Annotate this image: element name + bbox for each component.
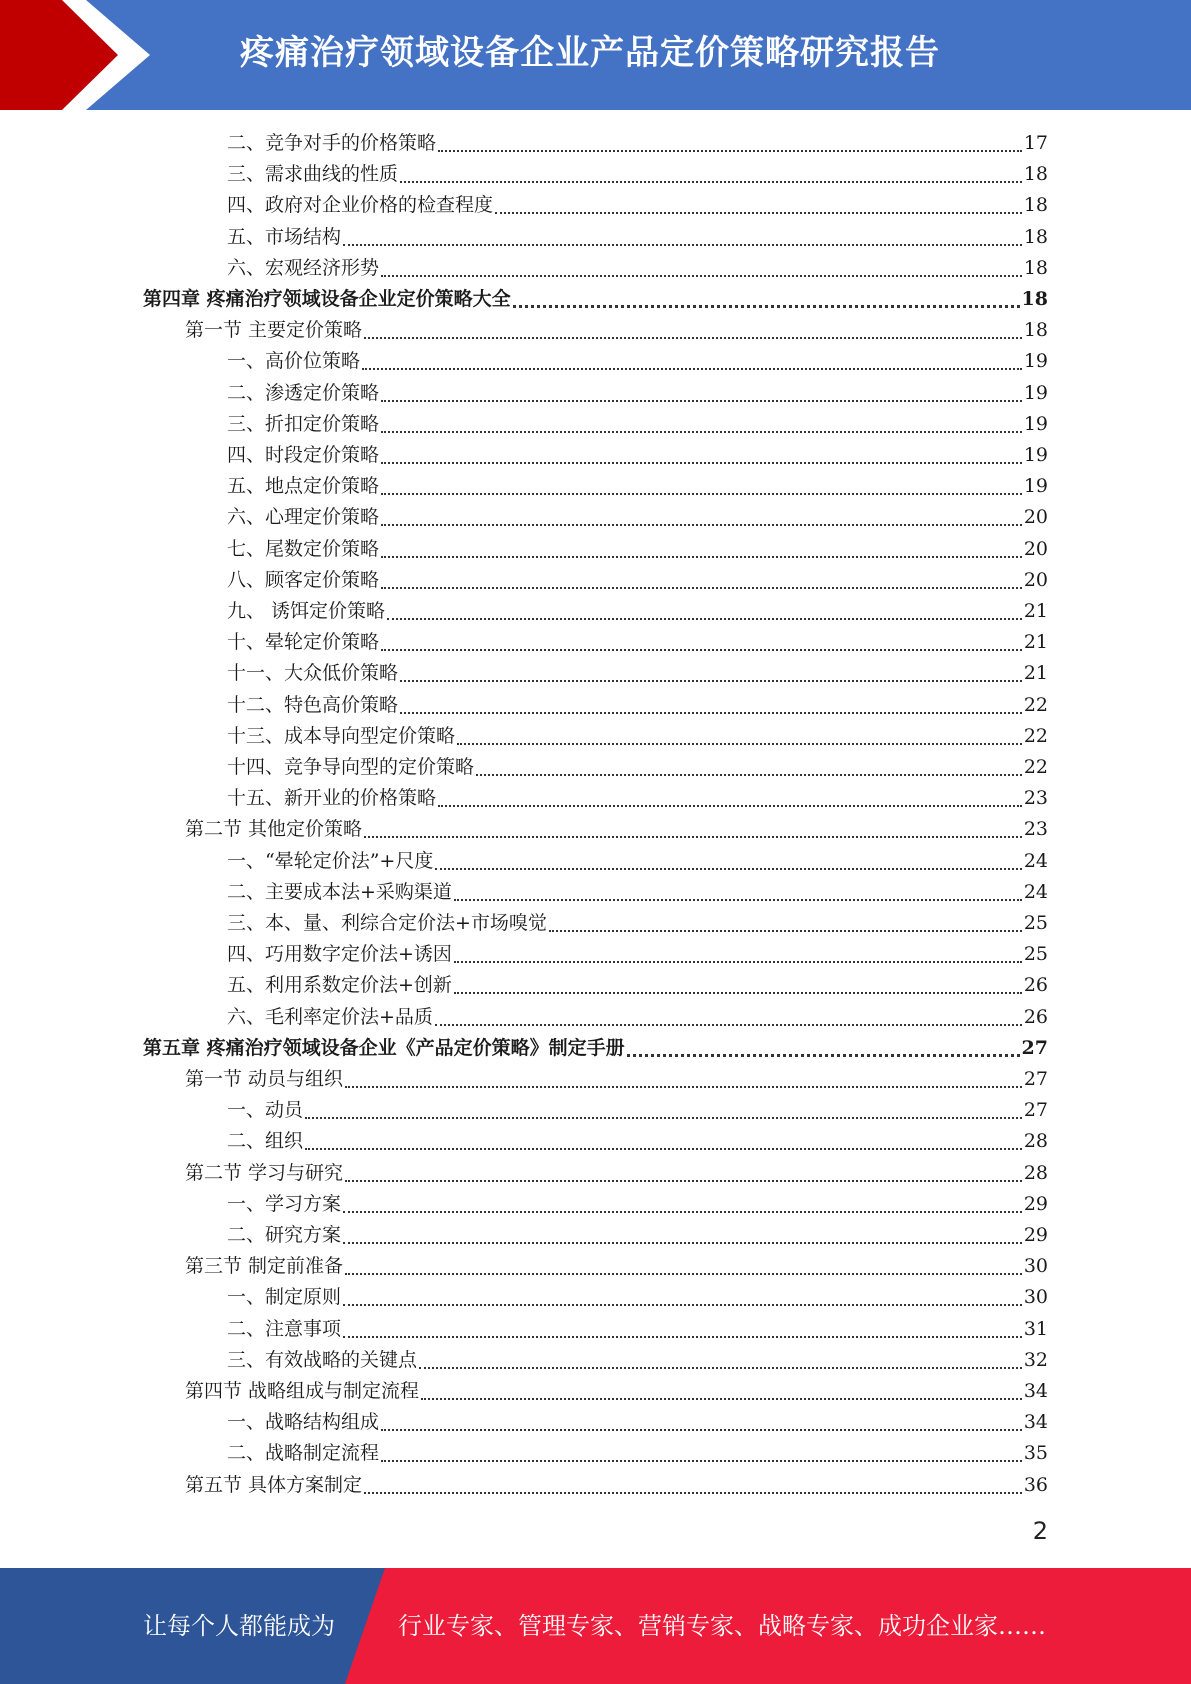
toc-entry-label: 一、学习方案: [227, 1192, 342, 1215]
toc-item-entry[interactable]: [227, 1220, 1048, 1251]
toc-entry-label: 第一节 主要定价策略: [185, 319, 363, 342]
toc-entry-page: 19: [1023, 412, 1048, 435]
toc-entry-page: 23: [1023, 818, 1048, 841]
toc-dot-leader: [343, 244, 1022, 246]
toc-item-entry[interactable]: [227, 970, 1048, 1001]
toc-item-entry[interactable]: [227, 690, 1048, 721]
toc-entry-page: 28: [1023, 1130, 1048, 1153]
toc-entry-label: 二、渗透定价策略: [227, 381, 380, 404]
toc-entry-page: 35: [1023, 1442, 1048, 1465]
toc-entry-page: 19: [1023, 381, 1048, 404]
toc-entry-page: 17: [1023, 132, 1048, 154]
toc-dot-leader: [381, 1429, 1022, 1431]
toc-entry-page: 20: [1023, 506, 1048, 529]
toc-item-entry[interactable]: [227, 1189, 1048, 1220]
toc-entry-page: 21: [1023, 631, 1048, 654]
toc-entry-page: 21: [1023, 662, 1048, 685]
toc-entry-page: 30: [1023, 1286, 1048, 1309]
toc-entry-page: 34: [1023, 1411, 1048, 1434]
toc-entry-page: 27: [1023, 1099, 1048, 1122]
toc-dot-leader: [435, 1024, 1022, 1026]
toc-item-entry[interactable]: [227, 1002, 1048, 1033]
toc-dot-leader: [400, 680, 1022, 682]
toc-entry-page: 19: [1023, 350, 1048, 373]
toc-dot-leader: [438, 150, 1022, 152]
toc-item-entry[interactable]: [227, 658, 1048, 689]
toc-item-entry[interactable]: [227, 409, 1048, 440]
header-arrow-decoration: [0, 0, 170, 110]
toc-item-entry[interactable]: [227, 752, 1048, 783]
toc-entry-label: 七、尾数定价策略: [227, 537, 380, 560]
toc-section-entry[interactable]: [185, 814, 1048, 845]
toc-dot-leader: [343, 1211, 1022, 1213]
toc-dot-leader: [381, 587, 1022, 589]
toc-entry-page: 34: [1023, 1380, 1048, 1402]
toc-dot-leader: [305, 1148, 1022, 1150]
toc-dot-leader: [400, 712, 1022, 714]
toc-entry-label: 第五节 具体方案制定: [185, 1473, 363, 1496]
toc-entry-label: 三、有效战略的关键点: [227, 1348, 418, 1371]
toc-entry-label: 第四章 疼痛治疗领域设备企业定价策略大全: [143, 288, 511, 310]
toc-entry-page: 19: [1023, 444, 1048, 466]
toc-dot-leader: [549, 930, 1022, 932]
toc-entry-label: 二、战略制定流程: [227, 1442, 380, 1465]
toc-dot-leader: [454, 961, 1022, 963]
toc-chapter-entry[interactable]: [143, 1033, 1048, 1064]
toc-item-entry[interactable]: [227, 502, 1048, 533]
toc-dot-leader: [362, 368, 1022, 370]
toc-entry-page: 26: [1023, 974, 1048, 997]
toc-dot-leader: [364, 337, 1022, 339]
toc-item-entry[interactable]: [227, 1438, 1048, 1469]
toc-dot-leader: [343, 1242, 1022, 1244]
toc-entry-label: 八、顾客定价策略: [227, 568, 380, 591]
toc-entry-page: 24: [1023, 880, 1048, 903]
toc-entry-label: 一、“晕轮定价法”+尺度: [227, 849, 434, 872]
toc-entry-label: 四、政府对企业价格的检查程度: [227, 194, 494, 217]
toc-item-entry[interactable]: [227, 128, 1048, 159]
toc-entry-label: 四、时段定价策略: [227, 444, 380, 466]
toc-item-entry[interactable]: [227, 939, 1048, 970]
toc-dot-leader: [495, 212, 1022, 214]
toc-entry-page: 36: [1023, 1473, 1048, 1496]
toc-dot-leader: [381, 493, 1022, 495]
toc-dot-leader: [345, 1180, 1022, 1182]
toc-item-entry[interactable]: [227, 1126, 1048, 1157]
toc-entry-label: 二、主要成本法+采购渠道: [227, 880, 452, 903]
toc-entry-label: 第二节 其他定价策略: [185, 818, 363, 841]
toc-dot-leader: [364, 836, 1022, 838]
toc-entry-page: 28: [1023, 1161, 1048, 1184]
toc-entry-label: 第一节 动员与组织: [185, 1068, 344, 1090]
toc-entry-label: 五、地点定价策略: [227, 475, 380, 498]
toc-entry-label: 三、折扣定价策略: [227, 412, 380, 435]
toc-item-entry[interactable]: [227, 846, 1048, 877]
toc-entry-label: 第五章 疼痛治疗领域设备企业《产品定价策略》制定手册: [143, 1036, 625, 1059]
toc-entry-label: 十一、大众低价策略: [227, 662, 399, 685]
toc-dot-leader: [381, 462, 1022, 464]
toc-entry-page: 26: [1023, 1005, 1048, 1028]
toc-dot-leader: [438, 805, 1022, 807]
toc-entry-label: 第四节 战略组成与制定流程: [185, 1380, 420, 1402]
toc-item-entry[interactable]: [227, 877, 1048, 908]
toc-dot-leader: [381, 275, 1022, 277]
toc-item-entry[interactable]: [227, 346, 1048, 377]
toc-entry-page: 25: [1023, 912, 1048, 934]
toc-dot-leader: [305, 1117, 1022, 1119]
toc-entry-label: 二、竞争对手的价格策略: [227, 132, 437, 154]
toc-entry-page: 18: [1023, 163, 1048, 186]
toc-entry-label: 五、市场结构: [227, 225, 342, 248]
toc-item-entry[interactable]: [227, 1407, 1048, 1438]
toc-section-entry[interactable]: [185, 1470, 1048, 1501]
toc-item-entry[interactable]: [227, 1282, 1048, 1313]
toc-dot-leader: [364, 1492, 1022, 1494]
toc-dot-leader: [381, 1460, 1022, 1462]
toc-entry-label: 第二节 学习与研究: [185, 1161, 344, 1184]
toc-dot-leader: [345, 1086, 1022, 1088]
toc-entry-label: 十四、竞争导向型的定价策略: [227, 756, 475, 778]
toc-entry-label: 四、巧用数字定价法+诱因: [227, 943, 452, 966]
toc-dot-leader: [381, 431, 1022, 433]
toc-item-entry[interactable]: [227, 783, 1048, 814]
toc-item-entry[interactable]: [227, 159, 1048, 190]
toc-section-entry[interactable]: [185, 1251, 1048, 1282]
page-number: 2: [1032, 1517, 1048, 1545]
toc-dot-leader: [400, 181, 1022, 183]
toc-entry-page: 27: [1021, 1036, 1048, 1059]
toc-entry-label: 一、制定原则: [227, 1286, 342, 1309]
toc-item-entry[interactable]: [227, 1314, 1048, 1345]
toc-entry-label: 十二、特色高价策略: [227, 693, 399, 716]
toc-chapter-entry[interactable]: [143, 284, 1048, 315]
toc-entry-page: 21: [1023, 600, 1048, 622]
toc-entry-label: 五、利用系数定价法+创新: [227, 974, 452, 997]
footer-slogan-left: 让每个人都能成为: [143, 1612, 335, 1640]
toc-dot-leader: [419, 1367, 1022, 1369]
toc-item-entry[interactable]: [227, 1345, 1048, 1376]
toc-entry-label: 二、研究方案: [227, 1224, 342, 1246]
toc-entry-label: 六、宏观经济形势: [227, 256, 380, 279]
toc-entry-page: 18: [1021, 288, 1048, 310]
toc-entry-page: 23: [1023, 787, 1048, 810]
toc-item-entry[interactable]: [227, 222, 1048, 253]
report-title: 疼痛治疗领域设备企业产品定价策略研究报告: [240, 33, 940, 73]
toc-entry-page: 22: [1023, 693, 1048, 716]
toc-entry-page: 18: [1023, 225, 1048, 248]
toc-entry-page: 25: [1023, 943, 1048, 966]
toc-entry-label: 十三、成本导向型定价策略: [227, 724, 456, 747]
toc-entry-page: 18: [1023, 319, 1048, 342]
toc-entry-label: 三、需求曲线的性质: [227, 163, 399, 186]
toc-section-entry[interactable]: [185, 1158, 1048, 1189]
toc-dot-leader: [476, 774, 1022, 776]
toc-dot-leader: [421, 1398, 1022, 1400]
toc-dot-leader: [345, 1273, 1022, 1275]
toc-dot-leader: [435, 868, 1021, 870]
toc-dot-leader: [454, 992, 1022, 994]
toc-entry-label: 一、战略结构组成: [227, 1411, 380, 1434]
toc-entry-page: 27: [1023, 1068, 1048, 1090]
toc-dot-leader: [454, 899, 1022, 901]
toc-entry-label: 一、动员: [227, 1099, 304, 1122]
toc-item-entry[interactable]: [227, 627, 1048, 658]
toc-item-entry[interactable]: [227, 534, 1048, 565]
toc-entry-label: 十五、新开业的价格策略: [227, 787, 437, 810]
toc-section-entry[interactable]: [185, 315, 1048, 346]
toc-entry-label: 二、组织: [227, 1130, 304, 1153]
toc-entry-page: 18: [1023, 256, 1048, 279]
toc-dot-leader: [381, 556, 1022, 558]
toc-entry-label: 六、心理定价策略: [227, 506, 380, 529]
toc-entry-label: 二、注意事项: [227, 1317, 342, 1340]
toc-entry-label: 九、 诱饵定价策略: [227, 600, 386, 622]
toc-dot-leader: [343, 1336, 1022, 1338]
toc-item-entry[interactable]: [227, 908, 1048, 939]
toc-dot-leader: [381, 524, 1022, 526]
page-header: [0, 0, 1191, 110]
toc-entry-label: 第三节 制定前准备: [185, 1255, 344, 1278]
toc-dot-leader: [387, 618, 1022, 620]
toc-entry-page: 32: [1023, 1348, 1048, 1371]
toc-entry-page: 20: [1023, 537, 1048, 560]
toc-dot-leader: [513, 305, 1020, 308]
toc-entry-page: 19: [1023, 475, 1048, 498]
toc-entry-page: 29: [1023, 1224, 1048, 1246]
toc-entry-page: 24: [1023, 849, 1048, 872]
toc-item-entry[interactable]: [227, 565, 1048, 596]
toc-entry-label: 一、高价位策略: [227, 350, 361, 373]
toc-dot-leader: [381, 649, 1022, 651]
toc-item-entry[interactable]: [227, 1095, 1048, 1126]
toc-entry-page: 18: [1023, 194, 1048, 217]
toc-item-entry[interactable]: [227, 253, 1048, 284]
toc-item-entry[interactable]: [227, 378, 1048, 409]
toc-entry-label: 十、晕轮定价策略: [227, 631, 380, 654]
toc-item-entry[interactable]: [227, 471, 1048, 502]
toc-entry-page: 31: [1023, 1317, 1048, 1340]
toc-section-entry[interactable]: [185, 1064, 1048, 1095]
toc-entry-label: 三、本、量、利综合定价法+市场嗅觉: [227, 912, 547, 934]
toc-dot-leader: [343, 1304, 1022, 1306]
toc-item-entry[interactable]: [227, 190, 1048, 221]
toc-entry-page: 30: [1023, 1255, 1048, 1278]
toc-entry-label: 六、毛利率定价法+品质: [227, 1005, 433, 1028]
toc-entry-page: 22: [1023, 756, 1048, 778]
toc-item-entry[interactable]: [227, 721, 1048, 752]
toc-entry-page: 29: [1023, 1192, 1048, 1215]
toc-entry-page: 22: [1023, 724, 1048, 747]
footer-slogan-right: 行业专家、管理专家、营销专家、战略专家、成功企业家……: [398, 1612, 1046, 1640]
page-footer: [0, 1568, 1191, 1684]
toc-section-entry[interactable]: [185, 1376, 1048, 1407]
toc-item-entry[interactable]: [227, 440, 1048, 471]
toc-dot-leader: [381, 400, 1022, 402]
toc-entry-page: 20: [1023, 568, 1048, 591]
toc-dot-leader: [627, 1054, 1020, 1057]
toc-item-entry[interactable]: [227, 596, 1048, 627]
toc-dot-leader: [457, 743, 1022, 745]
